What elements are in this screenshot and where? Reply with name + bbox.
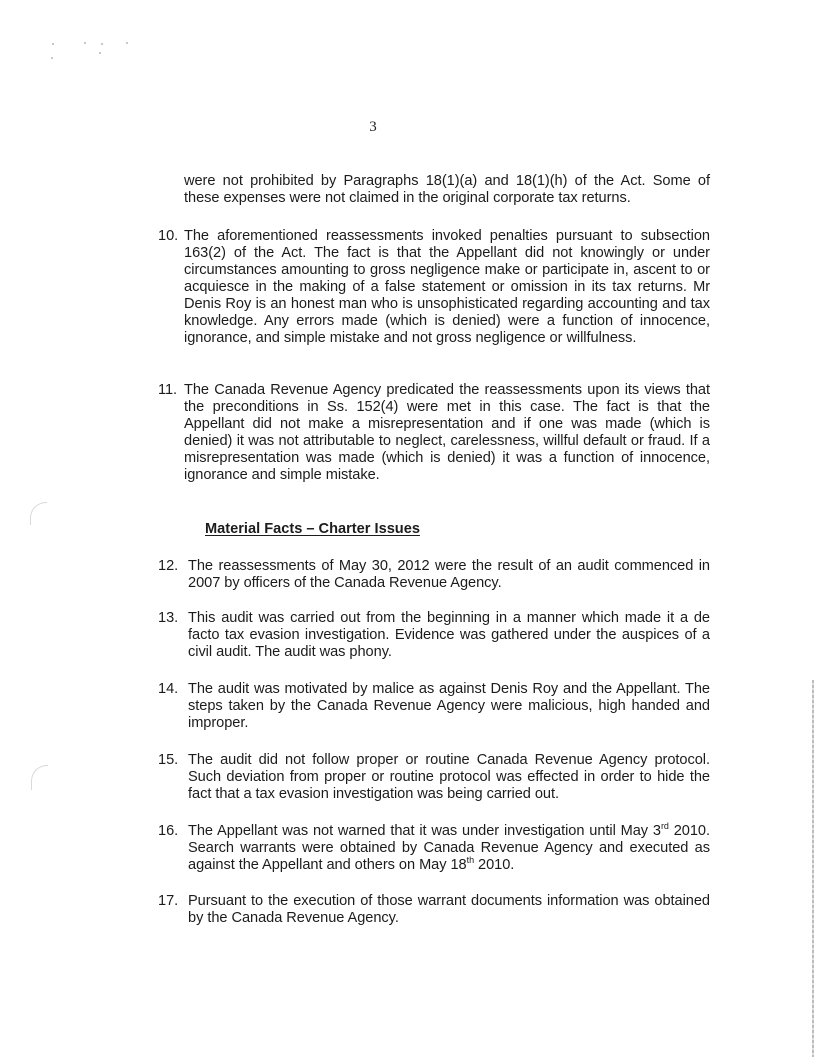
continuation-paragraph [184, 173, 710, 207]
scan-speck [101, 43, 103, 45]
punch-hole-mark [30, 502, 47, 525]
paragraph-17 [158, 893, 710, 927]
scan-edge-line [812, 680, 814, 1057]
paragraph-text: The aforementioned reassessments invoked penalties pursuant to subsection 163(2) of the Act. The fact is that the Appellant did not knowingly or under circumstances amounting to gross negligence make or participate in, ascent to or acquiesce in the making of a false statement or omission in its tax returns. Mr Denis Roy is an honest man who is unsophisticated regarding accounting and tax knowledge. Any errors made (which is denied) were a function of innocence, ignorance, and simple mistake and not gross negligence or willfulness. [184, 228, 710, 346]
paragraph-number: 10. [158, 228, 179, 244]
paragraph-15 [158, 752, 710, 803]
paragraph-number: 15. [158, 752, 179, 768]
scan-speck [126, 42, 128, 44]
scan-speck [51, 57, 53, 59]
scan-speck [84, 42, 86, 44]
paragraph-11 [158, 382, 710, 484]
paragraph-text: The reassessments of May 30, 2012 were the result of an audit commenced in 2007 by officers of the Canada Revenue Agency. [188, 558, 710, 591]
paragraph-13 [158, 610, 710, 661]
paragraph-text: The Canada Revenue Agency predicated the reassessments upon its views that the preconditions in Ss. 152(4) were met in this case. The fact is that the Appellant did not make a misrepresentation and if one was made (which is denied) it was not attributable to neglect, carelessness, willful default or fraud. If a misrepresentation was made (which is denied) it was a function of innocence, ignorance and simple mistake. [184, 382, 710, 483]
section-heading: Material Facts – Charter Issues [205, 521, 420, 537]
paragraph-number: 14. [158, 681, 179, 697]
paragraph-10 [158, 228, 710, 347]
paragraph-text: The audit did not follow proper or routine Canada Revenue Agency protocol. Such deviation from proper or routine protocol was effected in order to hide the fact that a tax evasion investigation was being carried out. [188, 752, 710, 802]
paragraph-text: This audit was carried out from the beginning in a manner which made it a de facto tax evasion investigation. Evidence was gathered under the auspices of a civil audit. The audit was phony. [188, 610, 710, 660]
paragraph-16 [158, 823, 710, 874]
paragraph-text: Pursuant to the execution of those warrant documents information was obtained by the Canada Revenue Agency. [188, 893, 710, 926]
paragraph-number: 17. [158, 893, 179, 909]
paragraph-text: The Appellant was not warned that it was under investigation until May 3rd 2010. Search warrants were obtained by Canada Revenue Agency and executed as against the Appellant and others on May 18th 2010. [188, 821, 711, 873]
punch-hole-mark [31, 765, 48, 790]
paragraph-number: 11. [158, 382, 178, 398]
paragraph-number: 13. [158, 610, 179, 626]
paragraph-text: The audit was motivated by malice as against Denis Roy and the Appellant. The steps taken by the Canada Revenue Agency were malicious, high handed and improper. [188, 681, 710, 731]
paragraph-12 [158, 558, 710, 592]
paragraph-number: 12. [158, 558, 179, 574]
paragraph-14 [158, 681, 710, 732]
scan-speck [52, 43, 54, 45]
paragraph-number: 16. [158, 823, 179, 839]
paragraph-text: were not prohibited by Paragraphs 18(1)(a) and 18(1)(h) of the Act. Some of these expenses were not claimed in the original corporate tax returns. [184, 173, 710, 206]
page-number: 3 [369, 119, 377, 135]
scan-speck [99, 52, 101, 54]
